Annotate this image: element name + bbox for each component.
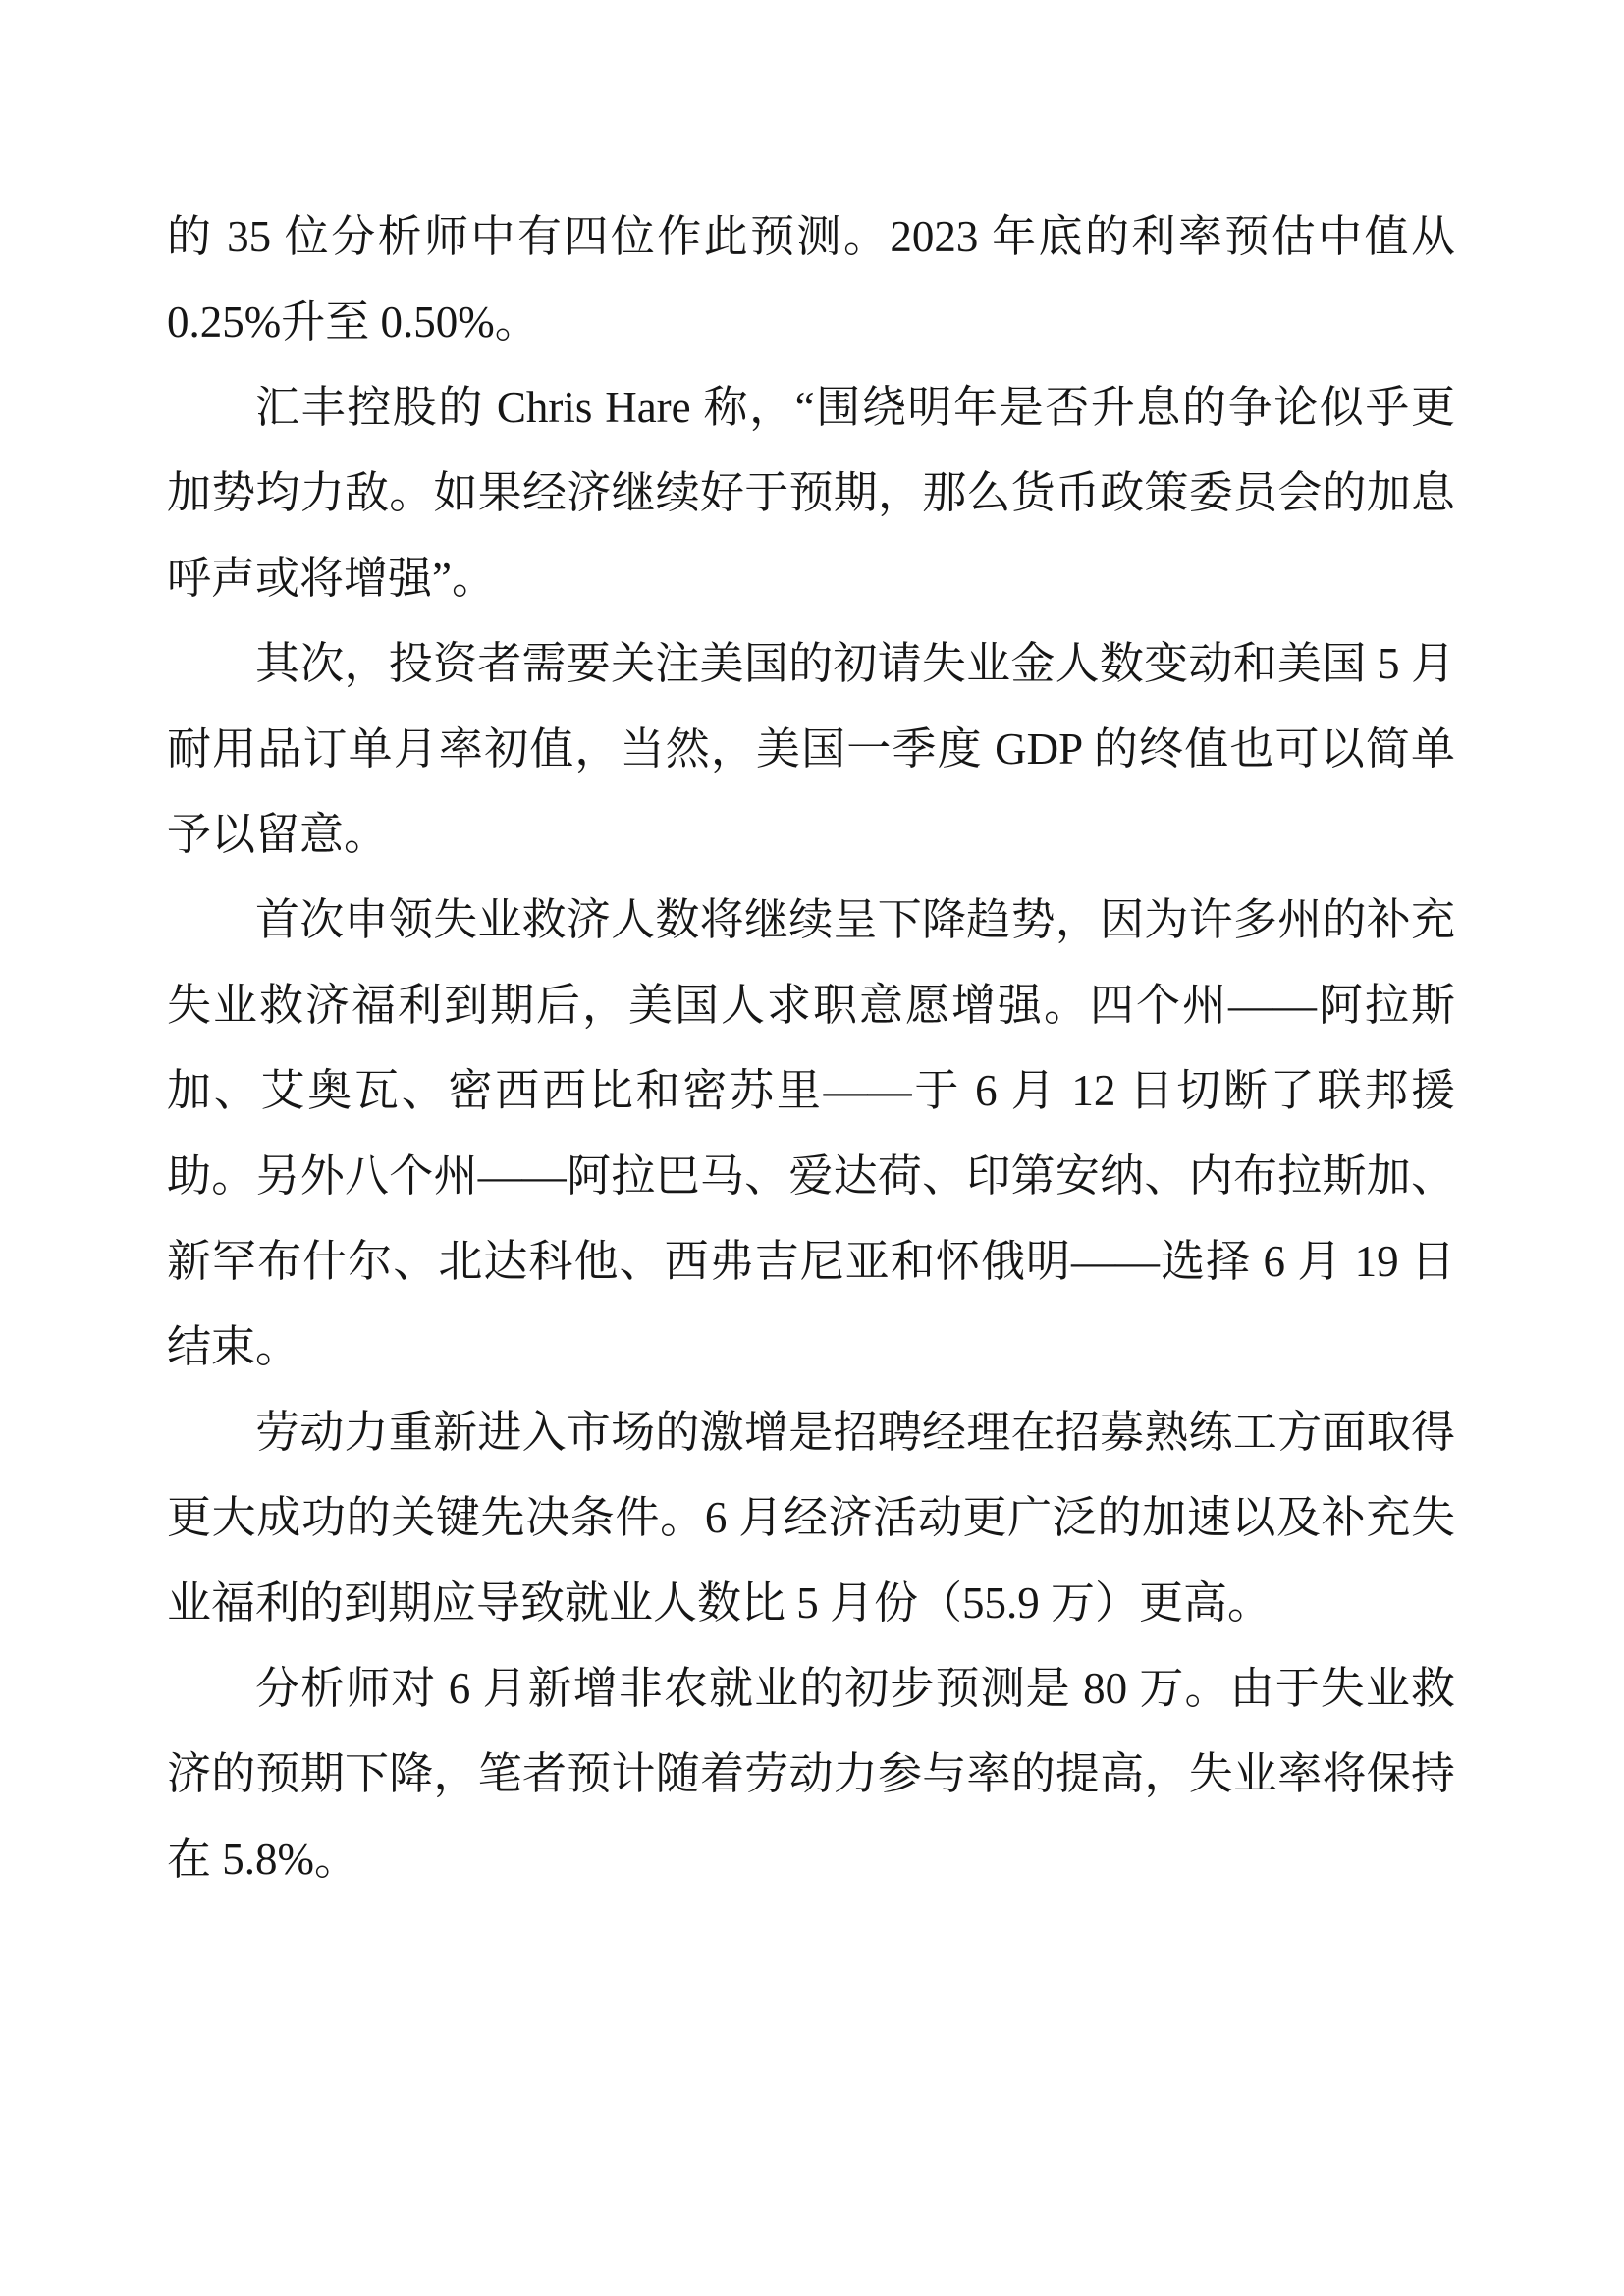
paragraph: 首次申领失业救济人数将继续呈下降趋势，因为许多州的补充失业救济福利到期后，美国人求职意愿增强。四个州——阿拉斯加、艾奥瓦、密西西比和密苏里——于 6 月 12 日切断了联邦援助。另外八个州——阿拉巴马、爱达荷、印第安纳、内布拉斯加、新罕布什尔、北达科他、西弗吉尼亚和怀俄明——选择 6 月 19 日结束。 bbox=[167, 895, 1455, 1371]
paragraph: 的 35 位分析师中有四位作此预测。2023 年底的利率预估中值从 0.25%升至 0.50%。 bbox=[167, 212, 1455, 347]
paragraph: 汇丰控股的 Chris Hare 称，“围绕明年是否升息的争论似乎更加势均力敌。如果经济继续好于预期，那么货币政策委员会的加息呼声或将增强”。 bbox=[167, 383, 1455, 603]
document-text-body bbox=[167, 194, 1455, 1902]
paragraph: 劳动力重新进入市场的激增是招聘经理在招募熟练工方面取得更大成功的关键先决条件。6 月经济活动更广泛的加速以及补充失业福利的到期应导致就业人数比 5 月份（55.9 万）更高。 bbox=[167, 1408, 1455, 1628]
paragraph: 其次，投资者需要关注美国的初请失业金人数变动和美国 5 月耐用品订单月率初值，当然，美国一季度 GDP 的终值也可以简单予以留意。 bbox=[167, 639, 1455, 859]
paragraph: 分析师对 6 月新增非农就业的初步预测是 80 万。由于失业救济的预期下降，笔者预计随着劳动力参与率的提高，失业率将保持在 5.8%。 bbox=[167, 1664, 1455, 1884]
